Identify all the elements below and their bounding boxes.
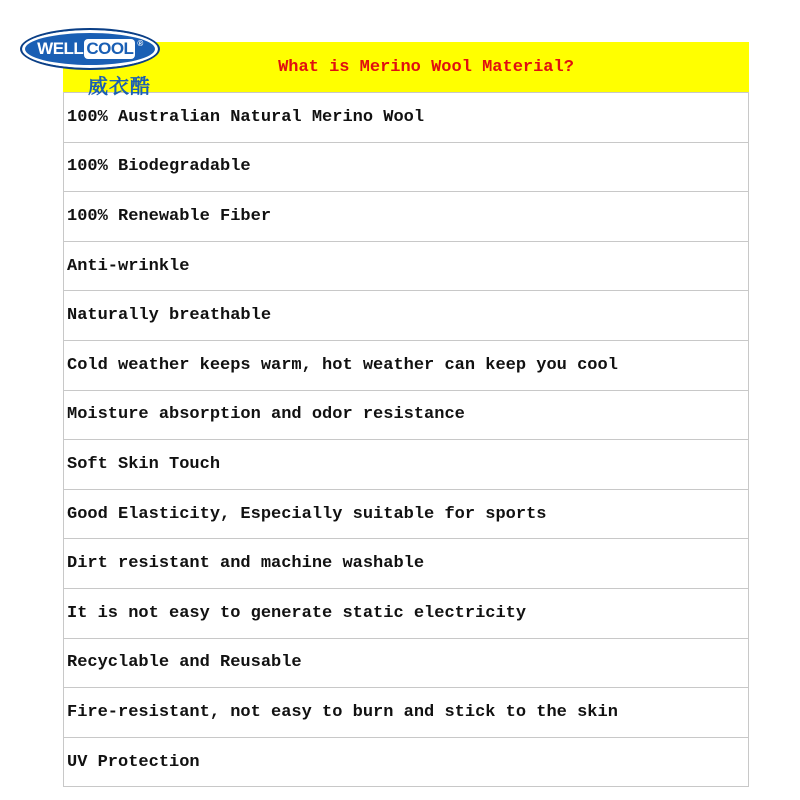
table-row bbox=[63, 440, 749, 490]
row-text: 100% Renewable Fiber bbox=[67, 206, 272, 226]
brand-logo bbox=[20, 28, 160, 98]
row-text: It is not easy to generate static electricity bbox=[67, 603, 527, 623]
row-text: UV Protection bbox=[67, 752, 200, 772]
logo-cool-text: COOL bbox=[86, 39, 134, 58]
table-row bbox=[63, 539, 749, 589]
table-row bbox=[63, 639, 749, 689]
table-row bbox=[63, 738, 749, 788]
table-row bbox=[63, 192, 749, 242]
registered-mark: ® bbox=[137, 39, 143, 48]
table-title: What is Merino Wool Material? bbox=[278, 57, 574, 77]
table-row bbox=[63, 589, 749, 639]
features-table bbox=[63, 42, 749, 787]
table-row bbox=[63, 242, 749, 292]
row-text: 100% Biodegradable bbox=[67, 157, 251, 177]
logo-badge bbox=[20, 28, 160, 70]
table-row bbox=[63, 291, 749, 341]
row-text: Recyclable and Reusable bbox=[67, 653, 302, 673]
table-row bbox=[63, 688, 749, 738]
logo-chinese-name: 威衣酷 bbox=[88, 74, 151, 98]
row-text: Naturally breathable bbox=[67, 306, 272, 326]
row-text: Cold weather keeps warm, hot weather can keep you cool bbox=[67, 355, 618, 375]
table-row bbox=[63, 341, 749, 391]
table-header bbox=[63, 42, 749, 93]
row-text: 100% Australian Natural Merino Wool bbox=[67, 107, 425, 127]
logo-well-text: WELL bbox=[37, 39, 84, 58]
table-row bbox=[63, 490, 749, 540]
table-row bbox=[63, 93, 749, 143]
row-text: Moisture absorption and odor resistance bbox=[67, 405, 465, 425]
row-text: Fire-resistant, not easy to burn and stick to the skin bbox=[67, 702, 618, 722]
row-text: Dirt resistant and machine washable bbox=[67, 554, 425, 574]
row-text: Good Elasticity, Especially suitable for sports bbox=[67, 504, 547, 524]
table-row bbox=[63, 391, 749, 441]
logo-wordmark bbox=[37, 39, 143, 59]
table-row bbox=[63, 143, 749, 193]
row-text: Soft Skin Touch bbox=[67, 454, 221, 474]
row-text: Anti-wrinkle bbox=[67, 256, 190, 276]
